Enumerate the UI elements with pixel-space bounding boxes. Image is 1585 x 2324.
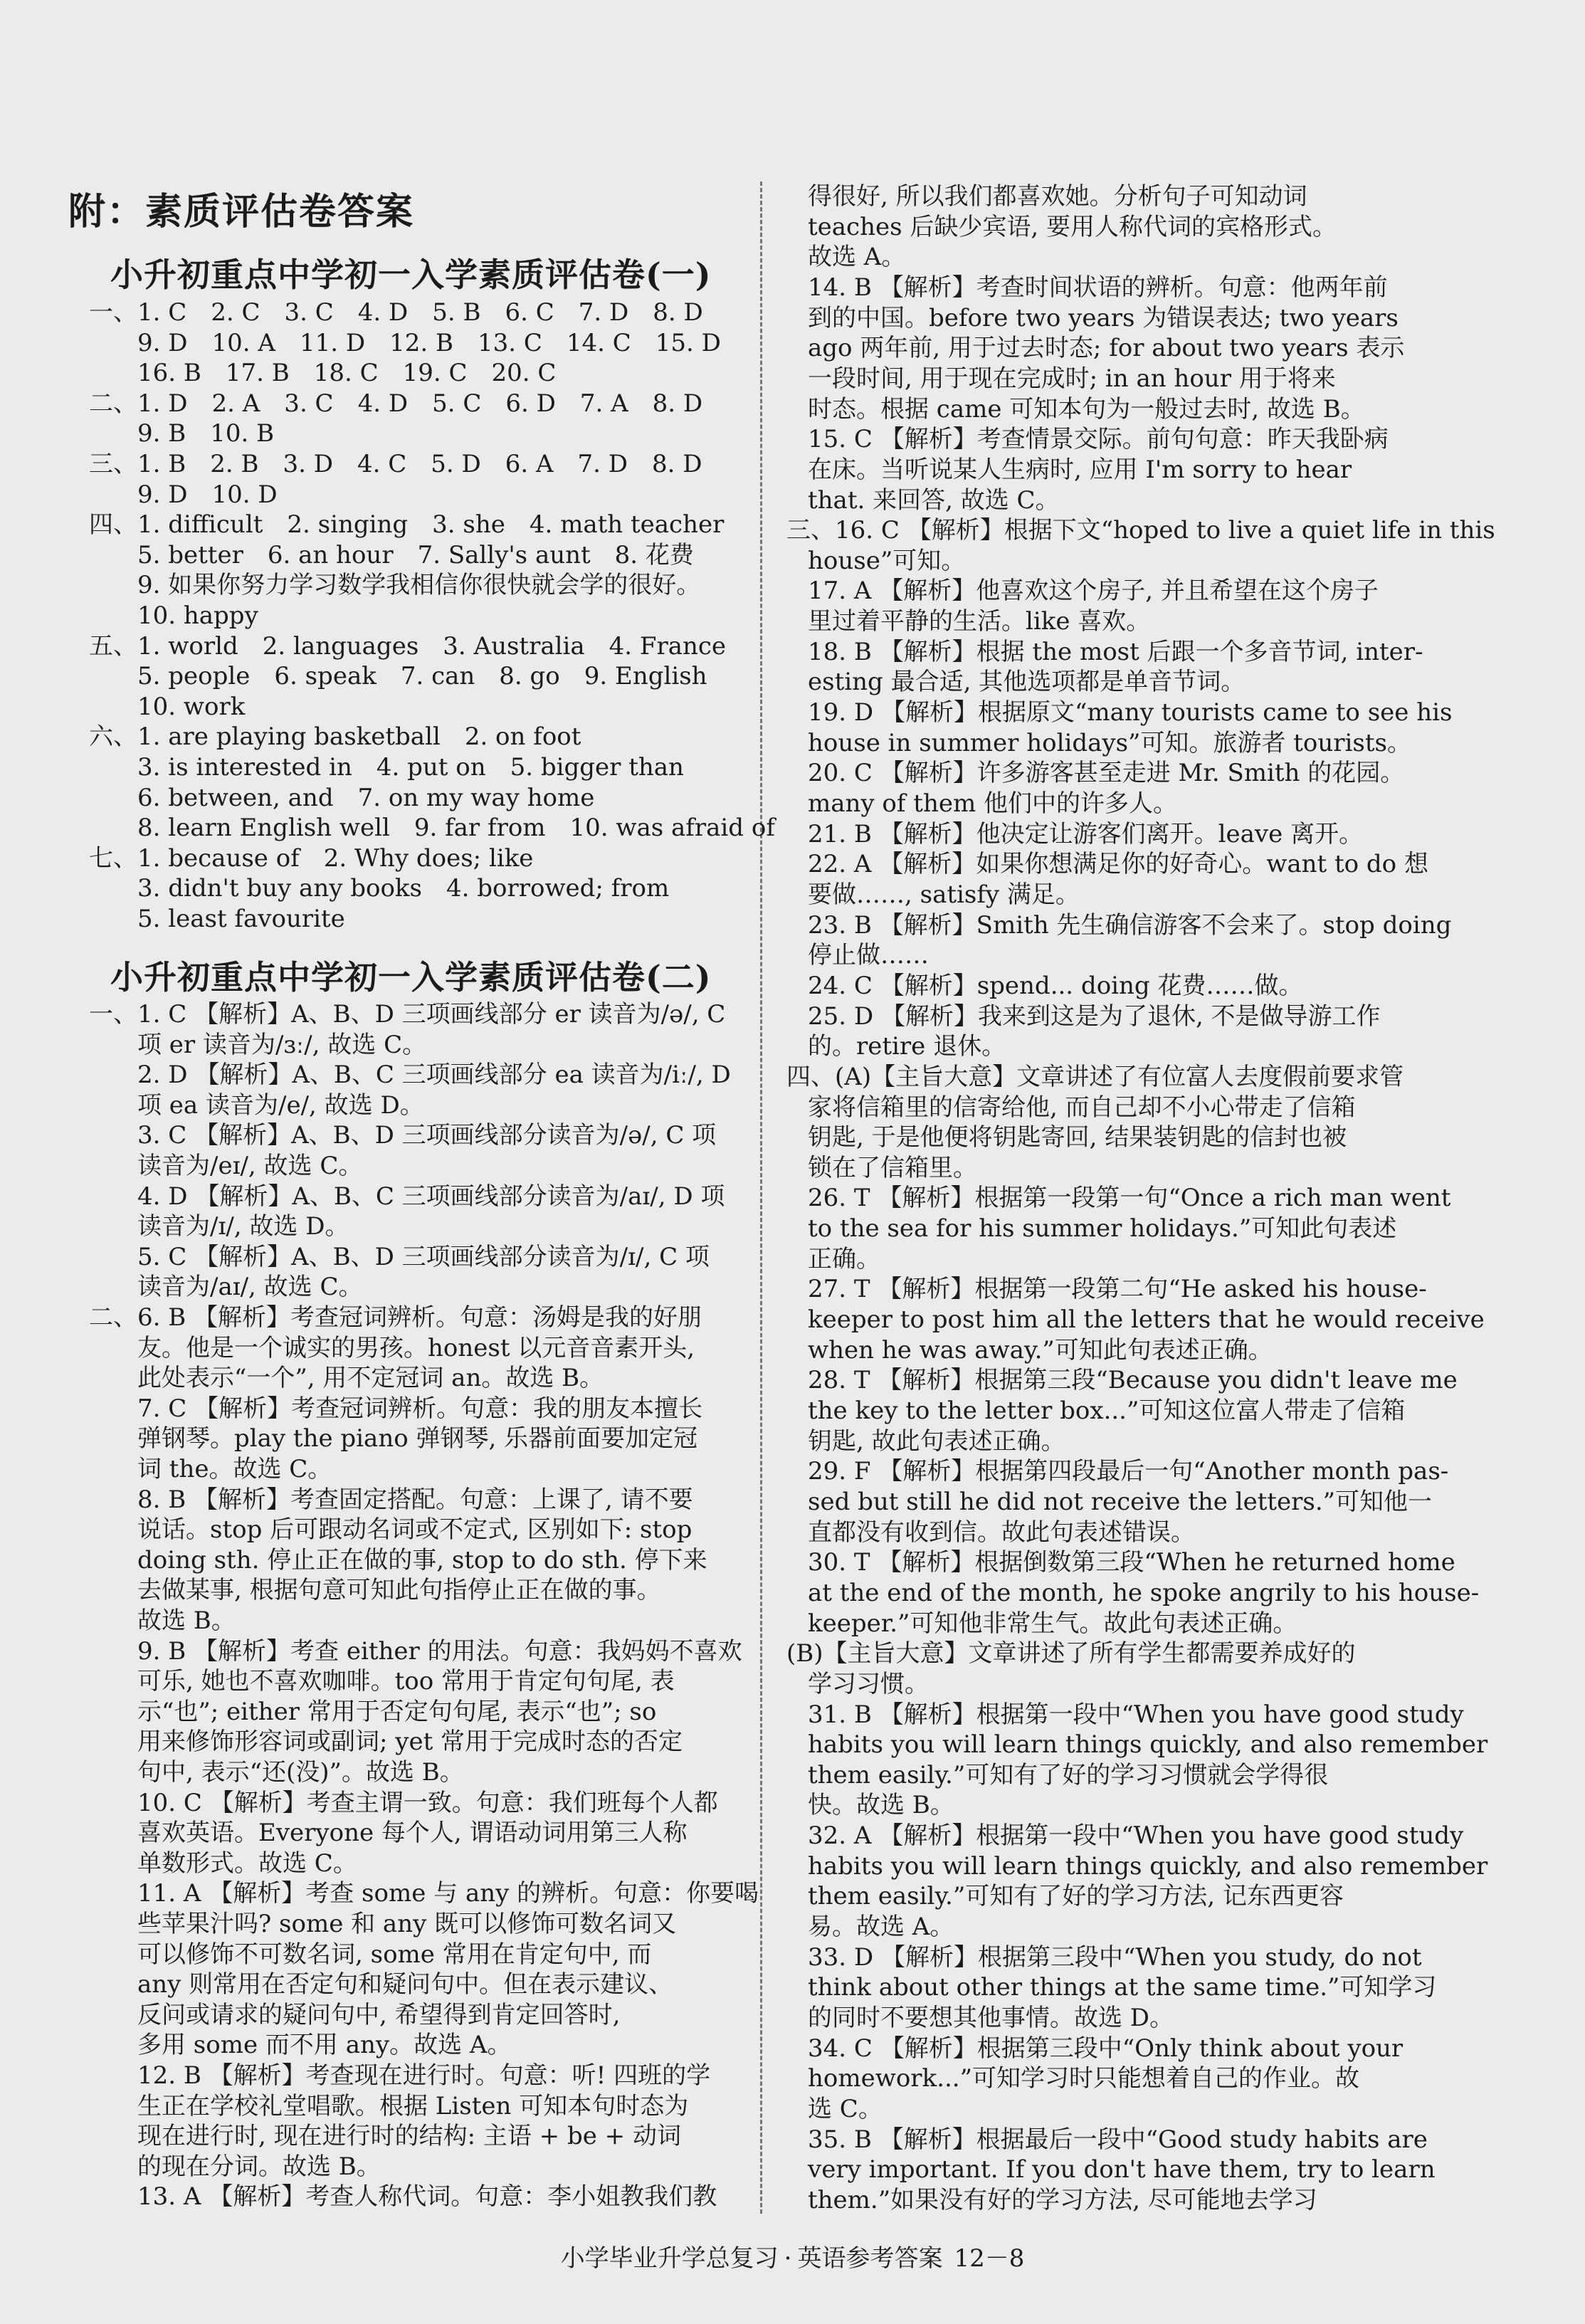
answer-line: 的。retire 退休。 bbox=[808, 1032, 1006, 1061]
answer-line: doing sth. 停止正在做的事, stop to do sth. 停下来 bbox=[89, 1545, 707, 1574]
answer-line: 喜欢英语。Everyone 每个人, 谓语动词用第三人称 bbox=[89, 1819, 688, 1848]
answer-line: 学习习惯。 bbox=[808, 1669, 929, 1698]
answer-line: them.”如果没有好的学习方法, 尽可能地去学习 bbox=[808, 2185, 1317, 2214]
answer-line: sed but still he did not receive the letters.”可知他一 bbox=[808, 1487, 1433, 1516]
answer-line: 9. 如果你努力学习数学我相信你很快就会学的很好。 bbox=[89, 571, 701, 600]
answer-line: 一、1. C 2. C 3. C 4. D 5. B 6. C 7. D 8. D bbox=[89, 298, 703, 327]
answer-line: 5. people 6. speak 7. can 8. go 9. English bbox=[89, 662, 707, 691]
answer-line: the key to the letter box...”可知这位富人带走了信箱 bbox=[808, 1397, 1406, 1425]
answer-line: 9. D 10. A 11. D 12. B 13. C 14. C 15. D bbox=[89, 328, 721, 357]
answer-line: 些苹果汁吗? some 和 any 既可以修饰可数名词又 bbox=[89, 1910, 677, 1938]
answer-line: 11. A 【解析】考查 some 与 any 的辨析。句意：你要喝 bbox=[89, 1879, 759, 1908]
answer-line: 10. happy bbox=[89, 601, 258, 630]
answer-line: 21. B 【解析】他决定让游客们离开。leave 离开。 bbox=[808, 819, 1364, 848]
answer-line: 25. D 【解析】我来到这是为了退休, 不是做导游工作 bbox=[808, 1001, 1381, 1031]
answer-line: 13. A 【解析】考查人称代词。句意：李小姐教我们教 bbox=[89, 2182, 717, 2212]
answer-line: 六、1. are playing basketball 2. on foot bbox=[89, 722, 581, 752]
answer-line: 生正在学校礼堂唱歌。根据 Listen 可知本句时态为 bbox=[89, 2091, 689, 2120]
answer-line: 多用 some 而不用 any。故选 A。 bbox=[89, 2031, 512, 2060]
answer-line: 6. between, and 7. on my way home bbox=[89, 783, 595, 812]
answer-line: 停止做…… bbox=[808, 941, 929, 970]
answer-line: 9. B 10. B bbox=[89, 419, 275, 448]
answer-line: 27. T 【解析】根据第一段第二句“He asked his house- bbox=[808, 1275, 1427, 1304]
answer-line: 10. work bbox=[89, 692, 246, 721]
answer-line: house in summer holidays”可知。旅游者 tourists。 bbox=[808, 728, 1411, 757]
answer-line: 四、(A)【主旨大意】文章讲述了有位富人去度假前要求管 bbox=[786, 1062, 1404, 1091]
answer-line: 34. C 【解析】根据第三段中“Only think about your bbox=[808, 2034, 1404, 2063]
answer-line: to the sea for his summer holidays.”可知此句表述 bbox=[808, 1214, 1397, 1244]
answer-line: 10. C 【解析】考查主谓一致。句意：我们班每个人都 bbox=[89, 1788, 718, 1817]
answer-line: house”可知。 bbox=[808, 546, 966, 575]
answer-line: 18. B 【解析】根据 the most 后跟一个多音节词, inter- bbox=[808, 637, 1423, 666]
answer-line: esting 最合适, 其他选项都是单音节词。 bbox=[808, 668, 1246, 697]
answer-line: very important. If you don't have them, try to learn bbox=[808, 2155, 1436, 2184]
answer-line: 锁在了信箱里。 bbox=[808, 1153, 977, 1182]
answer-line: 5. least favourite bbox=[89, 905, 345, 933]
answer-line: at the end of the month, he spoke angrily to his house- bbox=[808, 1578, 1480, 1607]
answer-line: 时态。根据 came 可知本句为一般过去时, 故选 B。 bbox=[808, 394, 1365, 424]
answer-line: 9. B 【解析】考查 either 的用法。句意：我妈妈不喜欢 bbox=[89, 1636, 742, 1666]
answer-line: 用来修饰形容词或副词; yet 常用于完成时态的否定 bbox=[89, 1728, 683, 1757]
answer-line: 30. T 【解析】根据倒数第三段“When he returned home bbox=[808, 1548, 1455, 1577]
answer-line: 32. A 【解析】根据第一段中“When you have good study bbox=[808, 1821, 1464, 1851]
answer-line: many of them 他们中的许多人。 bbox=[808, 789, 1178, 818]
answer-line: any 则常用在否定句和疑问句中。但在表示建议、 bbox=[89, 1970, 673, 1999]
answer-line: 26. T 【解析】根据第一段第一句“Once a rich man went bbox=[808, 1184, 1451, 1213]
answer-line: 示“也”; either 常用于否定句句尾, 表示“也”; so bbox=[89, 1697, 657, 1726]
answer-line: 20. C 【解析】许多游客甚至走进 Mr. Smith 的花园。 bbox=[808, 759, 1405, 788]
answer-line: 到的中国。before two years 为错误表达; two years bbox=[808, 303, 1399, 332]
answer-line: 15. C 【解析】考查情景交际。前句句意：昨天我卧病 bbox=[808, 425, 1389, 454]
answer-line: 直都没有收到信。故此句表述错误。 bbox=[808, 1518, 1195, 1547]
answer-line: keeper.”可知他非常生气。故此句表述正确。 bbox=[808, 1609, 1297, 1638]
answer-line: 钥匙, 于是他便将钥匙寄回, 结果装钥匙的信封也被 bbox=[808, 1123, 1347, 1152]
answer-line: 31. B 【解析】根据第一段中“When you have good study bbox=[808, 1700, 1464, 1729]
answer-line: 8. learn English well 9. far from 10. was afraid of bbox=[89, 814, 775, 843]
answer-line: 二、6. B 【解析】考查冠词辨析。句意：汤姆是我的好朋 bbox=[89, 1303, 702, 1332]
answer-line: 五、1. world 2. languages 3. Australia 4. France bbox=[89, 631, 727, 661]
section-title: 附：素质评估卷答案 bbox=[68, 190, 415, 233]
answer-line: 读音为/aɪ/, 故选 C。 bbox=[89, 1273, 363, 1302]
footer-subject: 英语参考答案 bbox=[797, 2244, 943, 2273]
answer-line: 得很好, 所以我们都喜欢她。分析句子可知动词 bbox=[808, 182, 1307, 211]
answer-line: 弹钢琴。play the piano 弹钢琴, 乐器前面要加定冠 bbox=[89, 1424, 698, 1453]
answer-line: 易。故选 A。 bbox=[808, 1913, 954, 1942]
answer-line: 35. B 【解析】根据最后一段中“Good study habits are bbox=[808, 2125, 1428, 2154]
answer-line: 23. B 【解析】Smith 先生确信游客不会来了。stop doing bbox=[808, 910, 1452, 940]
answer-line: 29. F 【解析】根据第四段最后一句“Another month pas- bbox=[808, 1457, 1449, 1486]
answer-line: 故选 A。 bbox=[808, 243, 906, 272]
answer-line: 二、1. D 2. A 3. C 4. D 5. C 6. D 7. A 8. D bbox=[89, 389, 703, 418]
answer-line: 友。他是一个诚实的男孩。honest 以元音音素开头, bbox=[89, 1333, 695, 1362]
answer-line: 4. D 【解析】A、B、C 三项画线部分读音为/aɪ/, D 项 bbox=[89, 1182, 725, 1211]
answer-line: 四、1. difficult 2. singing 3. she 4. math teacher bbox=[89, 510, 725, 540]
answer-line: 12. B 【解析】考查现在进行时。句意：听! 四班的学 bbox=[89, 2061, 711, 2090]
answer-line: ago 两年前, 用于过去时态; for about two years 表示 bbox=[808, 334, 1405, 363]
answer-line: 3. is interested in 4. put on 5. bigger than bbox=[89, 753, 684, 782]
answer-line: 28. T 【解析】根据第三段“Because you didn't leave me bbox=[808, 1366, 1458, 1395]
answer-line: 一段时间, 用于现在完成时; in an hour 用于将来 bbox=[808, 364, 1336, 393]
answer-line: 的同时不要想其他事情。故选 D。 bbox=[808, 2004, 1174, 2032]
answer-line: 三、16. C 【解析】根据下文“hoped to live a quiet life in this bbox=[786, 516, 1495, 545]
answer-line: 8. B 【解析】考查固定搭配。句意：上课了, 请不要 bbox=[89, 1485, 693, 1514]
answer-line: when he was away.”可知此句表述正确。 bbox=[808, 1335, 1273, 1365]
answer-line: them easily.”可知有了好的学习习惯就会学得很 bbox=[808, 1760, 1329, 1789]
answer-line: 故选 B。 bbox=[89, 1607, 236, 1635]
footer-page-number: 12－8 bbox=[954, 2244, 1025, 2273]
answer-line: 正确。 bbox=[808, 1244, 880, 1273]
answer-line: 16. B 17. B 18. C 19. C 20. C bbox=[89, 359, 557, 388]
answer-line: 家将信箱里的信寄给他, 而自己却不小心带走了信箱 bbox=[808, 1093, 1356, 1122]
answer-line: 2. D 【解析】A、B、C 三项画线部分 ea 读音为/iː/, D bbox=[89, 1061, 731, 1090]
answer-line: 句中, 表示“还(没)”。故选 B。 bbox=[89, 1758, 464, 1787]
answer-line: 选 C。 bbox=[808, 2094, 883, 2123]
answer-line: 里过着平静的生活。like 喜欢。 bbox=[808, 607, 1151, 636]
answer-line: 要做……, satisfy 满足。 bbox=[808, 880, 1080, 909]
answer-line: 现在进行时, 现在进行时的结构: 主语 + be + 动词 bbox=[89, 2122, 681, 2151]
answer-line: 24. C 【解析】spend... doing 花费……做。 bbox=[808, 971, 1303, 1000]
answer-line: 9. D 10. D bbox=[89, 480, 278, 509]
footer-book: 小学毕业升学总复习 bbox=[560, 2244, 779, 2273]
answer-line: 的现在分词。故选 B。 bbox=[89, 2152, 381, 2181]
answer-line: 项 ea 读音为/e/, 故选 D。 bbox=[89, 1090, 424, 1120]
answer-line: 5. better 6. an hour 7. Sally's aunt 8. 花费 bbox=[89, 540, 694, 569]
answer-line: 7. C 【解析】考查冠词辨析。句意：我的朋友本擅长 bbox=[89, 1394, 703, 1423]
answer-line: habits you will learn things quickly, and also remember bbox=[808, 1851, 1488, 1881]
answer-line: teaches 后缺少宾语, 要用人称代词的宾格形式。 bbox=[808, 212, 1337, 241]
answer-line: keeper to post him all the letters that he would receive bbox=[808, 1305, 1485, 1335]
answer-line: (B)【主旨大意】文章讲述了所有学生都需要养成好的 bbox=[786, 1639, 1356, 1668]
answer-line: 读音为/eɪ/, 故选 C。 bbox=[89, 1152, 363, 1180]
answer-line: 词 the。故选 C。 bbox=[89, 1455, 332, 1483]
answer-line: 反问或请求的疑问句中, 希望得到肯定回答时, bbox=[89, 2000, 621, 2029]
answer-line: 可乐, 她也不喜欢咖啡。too 常用于肯定句句尾, 表 bbox=[89, 1667, 675, 1696]
answer-line: 三、1. B 2. B 3. D 4. C 5. D 6. A 7. D 8. D bbox=[89, 450, 702, 478]
answer-line: 19. D 【解析】根据原文“many tourists came to see his bbox=[808, 698, 1453, 727]
answer-line: 单数形式。故选 C。 bbox=[89, 1849, 357, 1878]
answer-line: them easily.”可知有了好的学习方法, 记东西更容 bbox=[808, 1882, 1344, 1911]
paper1-title: 小升初重点中学初一入学素质评估卷(一) bbox=[110, 256, 712, 294]
page-footer: 小学毕业升学总复习 · 英语参考答案 12－8 bbox=[560, 2244, 1025, 2273]
answer-line: 项 er 读音为/ɜː/, 故选 C。 bbox=[89, 1030, 427, 1059]
paper2-title: 小升初重点中学初一入学素质评估卷(二) bbox=[110, 958, 712, 997]
answer-line: 3. didn't buy any books 4. borrowed; from bbox=[89, 874, 670, 903]
answer-line: think about other things at the same time.”可知学习 bbox=[808, 1973, 1437, 2002]
answer-line: that. 来回答, 故选 C。 bbox=[808, 485, 1060, 515]
answer-line: 可以修饰不可数名词, some 常用在肯定句中, 而 bbox=[89, 1940, 652, 1969]
answer-line: 去做某事, 根据句意可知此句指停止正在做的事。 bbox=[89, 1576, 661, 1605]
answer-line: 快。故选 B。 bbox=[808, 1791, 954, 1820]
answer-line: habits you will learn things quickly, and also remember bbox=[808, 1730, 1488, 1760]
answer-line: 钥匙, 故此句表述正确。 bbox=[808, 1426, 1065, 1456]
answer-line: 在床。当听说某人生病时, 应用 I'm sorry to hear bbox=[808, 455, 1352, 484]
answer-line: 5. C 【解析】A、B、D 三项画线部分读音为/ɪ/, C 项 bbox=[89, 1242, 710, 1271]
answer-line: 17. A 【解析】他喜欢这个房子, 并且希望在这个房子 bbox=[808, 577, 1379, 606]
answer-line: 此处表示“一个”, 用不定冠词 an。故选 B。 bbox=[89, 1364, 604, 1393]
answer-line: 说话。stop 后可跟动名词或不定式, 区别如下: stop bbox=[89, 1515, 693, 1545]
answer-line: 33. D 【解析】根据第三段中“When you study, do not bbox=[808, 1942, 1422, 1972]
answer-line: 一、1. C 【解析】A、B、D 三项画线部分 er 读音为/ə/, C bbox=[89, 1000, 726, 1029]
answer-line: 14. B 【解析】考查时间状语的辨析。句意：他两年前 bbox=[808, 273, 1388, 302]
answer-line: 22. A 【解析】如果你想满足你的好奇心。want to do 想 bbox=[808, 850, 1428, 879]
answer-line: 3. C 【解析】A、B、D 三项画线部分读音为/ə/, C 项 bbox=[89, 1121, 717, 1150]
answer-line: 读音为/ɪ/, 故选 D。 bbox=[89, 1212, 349, 1241]
answer-line: 七、1. because of 2. Why does; like bbox=[89, 843, 534, 873]
column-divider bbox=[760, 182, 762, 2214]
answer-line: homework...”可知学习时只能想着自己的作业。故 bbox=[808, 2064, 1359, 2093]
